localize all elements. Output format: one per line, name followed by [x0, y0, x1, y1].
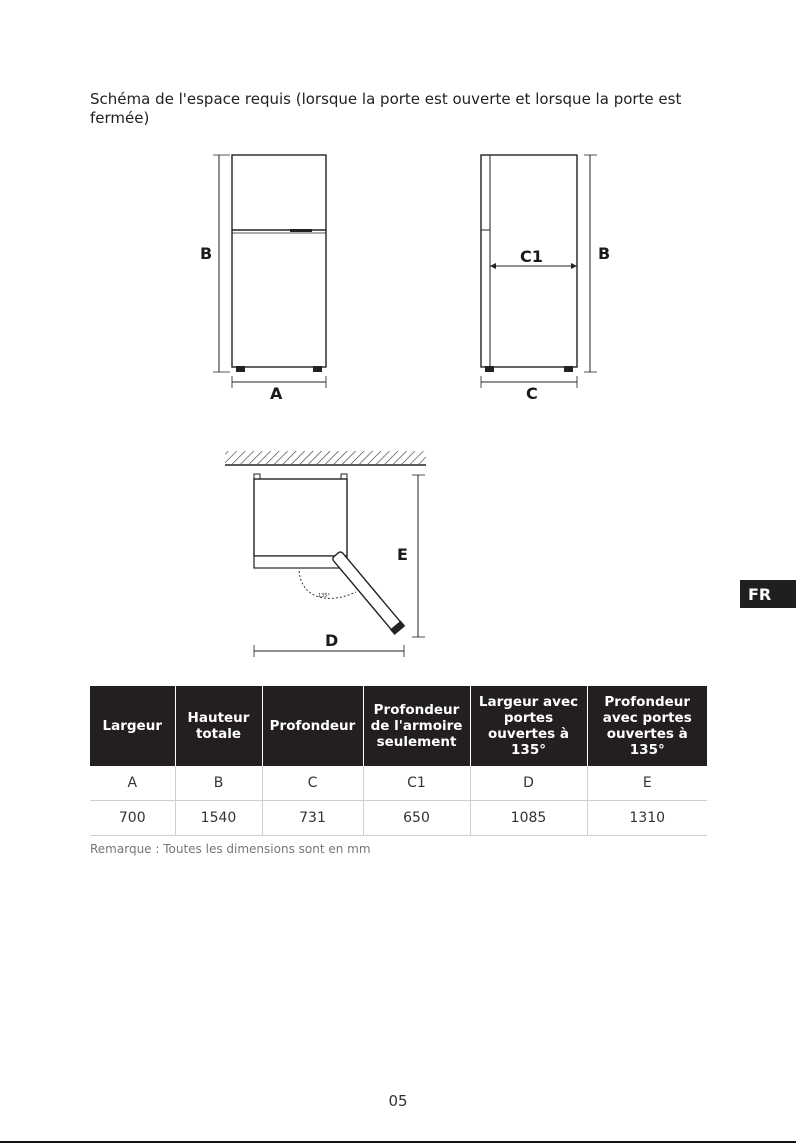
header-cabinet-depth: Profondeur de l'armoire seulement [363, 686, 470, 766]
front-height-label: B [200, 244, 213, 263]
table-header-row [90, 686, 707, 766]
table-cell: D [470, 766, 587, 801]
header-depth: Profondeur [262, 686, 363, 766]
table-row-letters [90, 766, 707, 801]
front-handle [290, 229, 312, 232]
wall-hatch [225, 451, 426, 464]
table-cell: C1 [363, 766, 470, 801]
header-depth-doors-open: Profondeur avec portes ouvertes à 135° [587, 686, 707, 766]
table-row-values [90, 801, 707, 836]
table-cell: E [587, 766, 707, 801]
top-spacer-right [341, 474, 347, 479]
header-width-doors-open: Largeur avec portes ouvertes à 135° [470, 686, 587, 766]
top-fridge-body [254, 479, 347, 556]
language-tab: FR [740, 580, 796, 608]
table-cell: A [90, 766, 175, 801]
table-cell: 1310 [587, 801, 707, 836]
front-fridge-body [232, 155, 326, 367]
table-cell: 700 [90, 801, 175, 836]
table-cell: C [262, 766, 363, 801]
side-depth-label: C [526, 384, 538, 403]
side-foot-right [564, 366, 573, 372]
header-width: Largeur [90, 686, 175, 766]
table-cell: 1540 [175, 801, 262, 836]
top-spacer-left [254, 474, 260, 479]
bottom-rule [0, 1141, 796, 1143]
door-angle-label: 135° [318, 593, 331, 599]
front-foot-left [236, 366, 245, 372]
top-depth-label: E [397, 545, 408, 564]
intro-text: Schéma de l'espace requis (lorsque la porte est ouverte et lorsque la porte est fermée) [90, 90, 682, 127]
table-cell: 650 [363, 801, 470, 836]
front-view [213, 155, 326, 388]
top-view [225, 451, 426, 657]
side-view [481, 155, 597, 388]
side-cabinet-depth-label: C1 [520, 247, 543, 266]
header-total-height: Hauteur totale [175, 686, 262, 766]
table-cell: 1085 [470, 801, 587, 836]
remark-note: Remarque : Toutes les dimensions sont en mm [90, 842, 371, 856]
table-cell: B [175, 766, 262, 801]
top-door-open [331, 550, 405, 635]
front-foot-right [313, 366, 322, 372]
dimensions-table [90, 686, 707, 836]
front-width-label: A [270, 384, 283, 403]
table-cell: 731 [262, 801, 363, 836]
side-foot-left [485, 366, 494, 372]
top-width-label: D [325, 631, 339, 650]
page-number: 05 [388, 1092, 408, 1110]
side-height-label: B [598, 244, 611, 263]
